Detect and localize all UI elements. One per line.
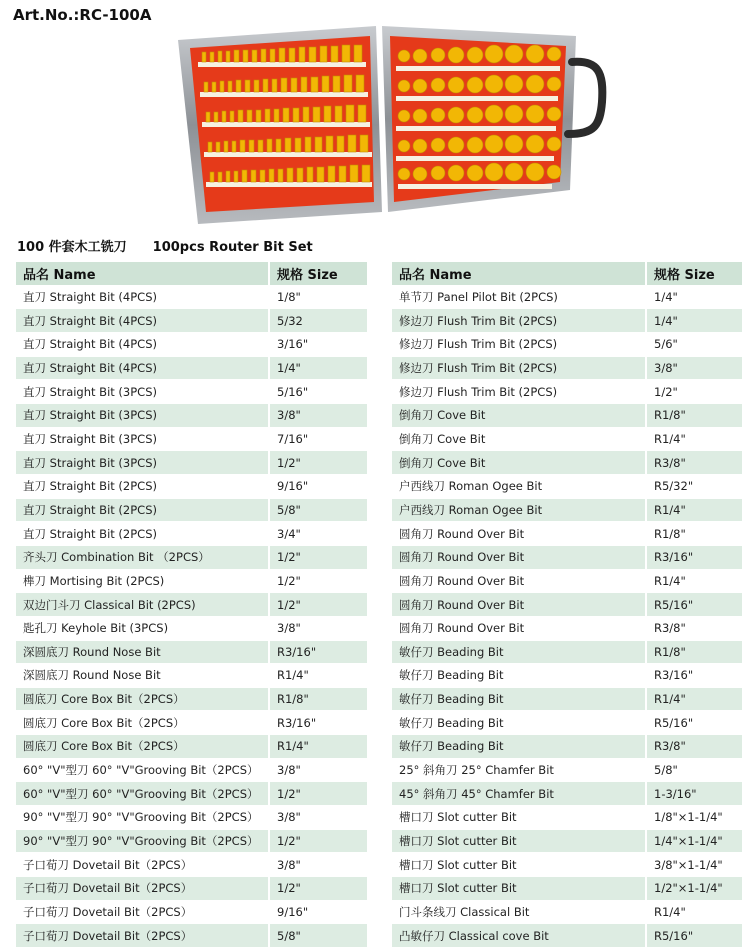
bit-size-cell: 3/16" (269, 332, 367, 356)
table-row (16, 569, 367, 593)
table-row (16, 853, 367, 877)
bit-name-cell: 子口荀刀 Dovetail Bit（2PCS） (16, 853, 269, 877)
bit-size-cell: 1/2"×1-1/4" (646, 877, 742, 901)
size-column-header: 规格 Size (269, 262, 367, 285)
bit-size-cell: 1/2" (269, 569, 367, 593)
table-row (392, 356, 742, 380)
table-row (16, 616, 367, 640)
bit-name-cell: 齐头刀 Combination Bit （2PCS） (16, 545, 269, 569)
bit-name-cell: 修边刀 Flush Trim Bit (2PCS) (392, 309, 646, 333)
bit-size-cell: 1/2" (269, 451, 367, 475)
table-row (16, 877, 367, 901)
bit-size-cell: R1/4" (269, 735, 367, 759)
bit-name-cell: 60° "V"型刀 60° "V"Grooving Bit（2PCS） (16, 782, 269, 806)
table-row (16, 427, 367, 451)
table-row (16, 545, 367, 569)
table-row (16, 711, 367, 735)
bit-size-cell: 1/4" (646, 285, 742, 309)
table-row (392, 332, 742, 356)
table-row (16, 735, 367, 759)
bit-size-cell: 3/8" (269, 758, 367, 782)
bit-name-cell: 倒角刀 Cove Bit (392, 427, 646, 451)
table-row (392, 474, 742, 498)
bit-name-cell: 子口荀刀 Dovetail Bit（2PCS） (16, 877, 269, 901)
table-row (392, 309, 742, 333)
bit-size-cell: 1/4"×1-1/4" (646, 829, 742, 853)
bit-size-cell: 5/8" (646, 758, 742, 782)
bit-size-cell: R1/4" (269, 664, 367, 688)
bit-size-cell: R1/4" (646, 498, 742, 522)
table-row (392, 640, 742, 664)
table-row (16, 332, 367, 356)
table-row (16, 498, 367, 522)
bit-name-cell: 倒角刀 Cove Bit (392, 451, 646, 475)
table-row (392, 616, 742, 640)
bit-name-cell: 圆角刀 Round Over Bit (392, 593, 646, 617)
bit-name-cell: 90° "V"型刀 90° "V"Grooving Bit（2PCS） (16, 829, 269, 853)
bit-name-cell: 敏仔刀 Beading Bit (392, 664, 646, 688)
bit-size-cell: R5/16" (646, 711, 742, 735)
bit-name-cell: 90° "V"型刀 90° "V"Grooving Bit（2PCS） (16, 806, 269, 830)
table-row (16, 806, 367, 830)
bit-name-cell: 直刀 Straight Bit (2PCS) (16, 522, 269, 546)
bit-name-cell: 门斗条线刀 Classical Bit (392, 900, 646, 924)
bit-name-cell: 修边刀 Flush Trim Bit (2PCS) (392, 380, 646, 404)
bit-name-cell: 圆角刀 Round Over Bit (392, 545, 646, 569)
table-row (392, 285, 742, 309)
table-header-row (392, 262, 742, 285)
set-title-cn: 100 件套木工铣刀 (17, 240, 127, 255)
bit-table-left (16, 262, 367, 948)
table-header-row (16, 262, 367, 285)
bit-size-cell: 1/2" (646, 380, 742, 404)
bit-size-cell: 5/8" (269, 498, 367, 522)
table-row (16, 664, 367, 688)
bit-name-cell: 单节刀 Panel Pilot Bit (2PCS) (392, 285, 646, 309)
bit-name-cell: 户西线刀 Roman Ogee Bit (392, 498, 646, 522)
name-column-header: 品名 Name (16, 262, 269, 285)
size-column-header: 规格 Size (646, 262, 742, 285)
bit-name-cell: 直刀 Straight Bit (2PCS) (16, 498, 269, 522)
bit-name-cell: 直刀 Straight Bit (2PCS) (16, 474, 269, 498)
table-row (392, 593, 742, 617)
bit-table-right (392, 262, 742, 948)
table-row (16, 451, 367, 475)
bit-size-cell: 1/2" (269, 829, 367, 853)
bit-size-cell: R3/16" (646, 664, 742, 688)
table-row (392, 569, 742, 593)
bit-name-cell: 直刀 Straight Bit (3PCS) (16, 451, 269, 475)
table-row (392, 853, 742, 877)
table-row (16, 593, 367, 617)
table-row (16, 900, 367, 924)
bit-size-cell: 7/16" (269, 427, 367, 451)
bit-name-cell: 直刀 Straight Bit (4PCS) (16, 285, 269, 309)
bit-size-cell: 5/8" (269, 924, 367, 948)
bit-size-cell: R3/8" (646, 616, 742, 640)
bit-name-cell: 直刀 Straight Bit (3PCS) (16, 403, 269, 427)
bit-name-cell: 深圆底刀 Round Nose Bit (16, 664, 269, 688)
bit-name-cell: 圆底刀 Core Box Bit（2PCS） (16, 735, 269, 759)
bit-name-cell: 45° 斜角刀 45° Chamfer Bit (392, 782, 646, 806)
bit-size-cell: 5/32 (269, 309, 367, 333)
bit-name-cell: 直刀 Straight Bit (4PCS) (16, 332, 269, 356)
bit-size-cell: R3/8" (646, 451, 742, 475)
table-row (392, 664, 742, 688)
bit-size-cell: R1/4" (646, 427, 742, 451)
table-row (392, 403, 742, 427)
table-row (16, 403, 367, 427)
table-row (392, 782, 742, 806)
bit-name-cell: 25° 斜角刀 25° Chamfer Bit (392, 758, 646, 782)
table-row (392, 900, 742, 924)
table-row (392, 758, 742, 782)
set-title (17, 236, 313, 255)
table-row (392, 711, 742, 735)
bit-size-cell: 1/2" (269, 782, 367, 806)
bit-size-cell: R3/8" (646, 735, 742, 759)
table-row (16, 640, 367, 664)
bit-size-cell: 3/8" (269, 616, 367, 640)
bit-name-cell: 敏仔刀 Beading Bit (392, 735, 646, 759)
bit-size-cell: R1/8" (646, 640, 742, 664)
table-row (392, 427, 742, 451)
table-row (392, 451, 742, 475)
table-row (16, 924, 367, 948)
bit-name-cell: 子口荀刀 Dovetail Bit（2PCS） (16, 900, 269, 924)
table-row (16, 356, 367, 380)
bit-size-cell: R3/16" (646, 545, 742, 569)
bit-size-cell: 1/2" (269, 877, 367, 901)
table-row (392, 545, 742, 569)
bit-size-cell: R1/8" (269, 687, 367, 711)
bit-size-cell: 1/4" (646, 309, 742, 333)
name-column-header: 品名 Name (392, 262, 646, 285)
bit-name-cell: 修边刀 Flush Trim Bit (2PCS) (392, 332, 646, 356)
table-row (392, 924, 742, 948)
set-title-en: 100pcs Router Bit Set (152, 240, 313, 255)
bit-size-cell: 5/6" (646, 332, 742, 356)
bit-name-cell: 敏仔刀 Beading Bit (392, 640, 646, 664)
bit-name-cell: 双边门斗刀 Classical Bit (2PCS) (16, 593, 269, 617)
table-row (16, 285, 367, 309)
bit-name-cell: 匙孔刀 Keyhole Bit (3PCS) (16, 616, 269, 640)
bit-size-cell: 1-3/16" (646, 782, 742, 806)
table-row (392, 687, 742, 711)
bit-name-cell: 榫刀 Mortising Bit (2PCS) (16, 569, 269, 593)
bit-size-cell: R5/16" (646, 924, 742, 948)
table-row (16, 522, 367, 546)
bit-name-cell: 圆底刀 Core Box Bit（2PCS） (16, 711, 269, 735)
bit-size-cell: R3/16" (269, 640, 367, 664)
table-row (16, 474, 367, 498)
bit-name-cell: 圆底刀 Core Box Bit（2PCS） (16, 687, 269, 711)
bit-size-cell: 3/8" (269, 806, 367, 830)
bit-size-cell: 1/8"×1-1/4" (646, 806, 742, 830)
bit-size-cell: 3/8"×1-1/4" (646, 853, 742, 877)
bit-size-cell: 9/16" (269, 900, 367, 924)
bit-name-cell: 直刀 Straight Bit (3PCS) (16, 427, 269, 451)
bit-size-cell: 3/8" (269, 853, 367, 877)
table-row (16, 758, 367, 782)
bit-name-cell: 圆角刀 Round Over Bit (392, 569, 646, 593)
bit-name-cell: 槽口刀 Slot cutter Bit (392, 806, 646, 830)
bit-name-cell: 凸敏仔刀 Classical cove Bit (392, 924, 646, 948)
bit-size-cell: 1/8" (269, 285, 367, 309)
table-row (392, 498, 742, 522)
bit-size-cell: 5/16" (269, 380, 367, 404)
bit-size-cell: R1/4" (646, 569, 742, 593)
bit-name-cell: 敏仔刀 Beading Bit (392, 711, 646, 735)
table-row (16, 687, 367, 711)
table-row (16, 782, 367, 806)
bit-size-cell: 3/4" (269, 522, 367, 546)
table-row (16, 380, 367, 404)
bit-size-cell: R5/16" (646, 593, 742, 617)
router-bits-right (396, 45, 561, 189)
bit-name-cell: 槽口刀 Slot cutter Bit (392, 877, 646, 901)
table-row (392, 806, 742, 830)
bit-name-cell: 深圆底刀 Round Nose Bit (16, 640, 269, 664)
table-row (392, 522, 742, 546)
bit-size-cell: 3/8" (646, 356, 742, 380)
bit-name-cell: 倒角刀 Cove Bit (392, 403, 646, 427)
bit-name-cell: 直刀 Straight Bit (4PCS) (16, 309, 269, 333)
bit-name-cell: 直刀 Straight Bit (3PCS) (16, 380, 269, 404)
table-row (392, 735, 742, 759)
bit-name-cell: 户西线刀 Roman Ogee Bit (392, 474, 646, 498)
bit-size-cell: 9/16" (269, 474, 367, 498)
table-row (392, 829, 742, 853)
bit-size-cell: R3/16" (269, 711, 367, 735)
bit-size-cell: 3/8" (269, 403, 367, 427)
bit-size-cell: 1/2" (269, 593, 367, 617)
bit-name-cell: 敏仔刀 Beading Bit (392, 687, 646, 711)
bit-name-cell: 子口荀刀 Dovetail Bit（2PCS） (16, 924, 269, 948)
bit-size-cell: R1/4" (646, 687, 742, 711)
bit-name-cell: 圆角刀 Round Over Bit (392, 522, 646, 546)
table-row (392, 380, 742, 404)
bit-name-cell: 修边刀 Flush Trim Bit (2PCS) (392, 356, 646, 380)
bit-name-cell: 60° "V"型刀 60° "V"Grooving Bit（2PCS） (16, 758, 269, 782)
bit-size-cell: R1/4" (646, 900, 742, 924)
bit-name-cell: 槽口刀 Slot cutter Bit (392, 829, 646, 853)
bit-size-cell: 1/4" (269, 356, 367, 380)
bit-size-cell: R5/32" (646, 474, 742, 498)
bit-size-cell: R1/8" (646, 403, 742, 427)
router-bit-case-photo (168, 22, 608, 227)
bit-size-cell: R1/8" (646, 522, 742, 546)
table-row (16, 309, 367, 333)
table-row (16, 829, 367, 853)
article-number: Art.No.:RC-100A (13, 6, 152, 24)
table-row (392, 877, 742, 901)
bit-name-cell: 槽口刀 Slot cutter Bit (392, 853, 646, 877)
bit-name-cell: 直刀 Straight Bit (4PCS) (16, 356, 269, 380)
bit-size-cell: 1/2" (269, 545, 367, 569)
bit-name-cell: 圆角刀 Round Over Bit (392, 616, 646, 640)
